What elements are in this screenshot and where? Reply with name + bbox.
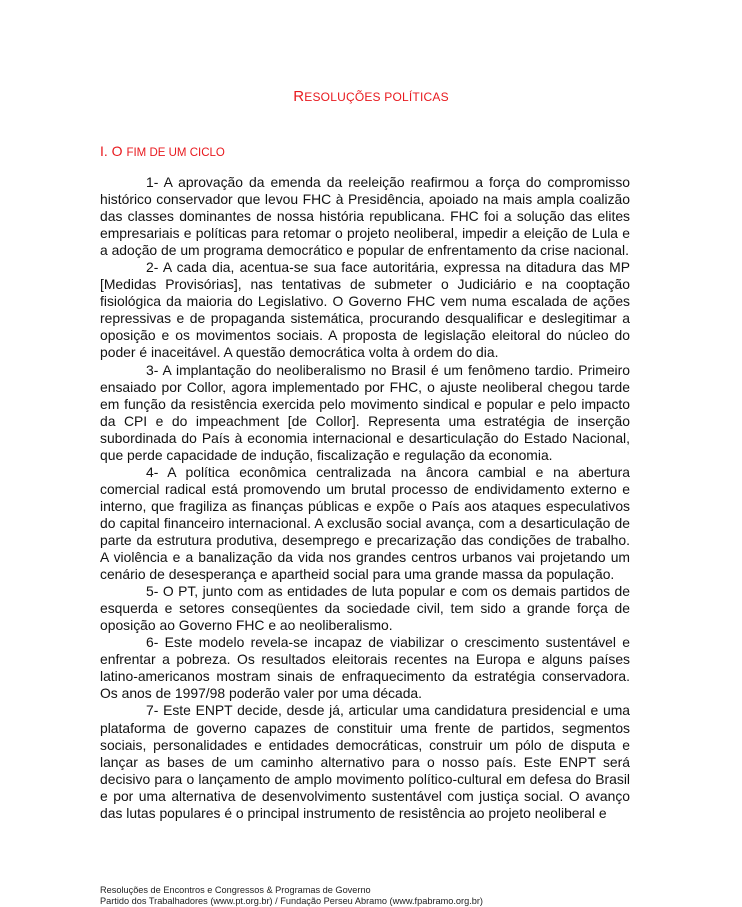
paragraph-6: 6- Este modelo revela-se incapaz de viabilizar o crescimento sustentável e enfrentar a pobreza. Os resultados eleitorais recentes na Europa e alguns países latino-americanos mostram sinais de enfraquecimento da estratégia conservadora. Os anos de 1997/98 poderão valer por uma década.	[100, 634, 630, 702]
page-title-initial: R	[293, 88, 305, 105]
paragraph-1: 1- A aprovação da emenda da reeleição reafirmou a força do compromisso histórico conservador que levou FHC à Presidência, apoiado na mais ampla coalizão das classes dominantes de nossa história republicana. FHC foi a solução das elites empresariais e políticas para retomar o projeto neoliberal, impedir a eleição de Lula e a adoção de um programa democrático e popular de enfrentamento da crise nacional.	[100, 174, 630, 259]
paragraph-2: 2- A cada dia, acentua-se sua face autoritária, expressa na ditadura das MP [Medidas Provisórias], nas tentativas de submeter o Judiciário e na cooptação fisiológica da maioria do Legislativo. O Governo FHC vem numa escalada de ações repressivas e de propaganda sistemática, procurando desqualificar e deslegitimar a oposição e os movimentos sociais. A proposta de legislação eleitoral do núcleo do poder é inaceitável. A questão democrática volta à ordem do dia.	[100, 259, 630, 361]
page-title-rest: ESOLUÇÕES POLÍTICAS	[304, 90, 449, 104]
section-heading-numeral: I. O	[100, 143, 123, 159]
paragraph-7: 7- Este ENPT decide, desde já, articular uma candidatura presidencial e uma plataforma de governo capazes de constituir uma frente de partidos, segmentos sociais, personalidades e entidades democráticas, construir um pólo de disputa e lançar as bases de um caminho alternativo para o nosso país. Este ENPT será decisivo para o lançamento de amplo movimento político-cultural em defesa do Brasil e por uma alternativa de desenvolvimento sustentável com justiça social. O avanço das lutas populares é o principal instrumento de resistência ao projeto neoliberal e	[100, 702, 630, 821]
footer-line-1: Resoluções de Encontros e Congressos & Programas de Governo	[100, 885, 371, 895]
paragraph-5: 5- O PT, junto com as entidades de luta popular e com os demais partidos de esquerda e setores conseqüentes da sociedade civil, tem sido a grande força de oposição ao Governo FHC e ao neoliberalismo.	[100, 583, 630, 634]
footer-line-2: Partido dos Trabalhadores (www.pt.org.br) / Fundação Perseu Abramo (www.fpabramo.org.br)	[100, 896, 483, 906]
page-title	[0, 88, 742, 105]
paragraph-3: 3- A implantação do neoliberalismo no Brasil é um fenômeno tardio. Primeiro ensaiado por Collor, agora implementado por FHC, o ajuste neoliberal chegou tarde em função da resistência exercida pelo movimento sindical e popular e pelo impacto da CPI e do impeachment [de Collor]. Representa uma estratégia de inserção subordinada do País à economia internacional e desarticulação do Estado Nacional, que perde capacidade de indução, fiscalização e regulação da economia.	[100, 361, 630, 463]
section-heading-rest: FIM DE UM CICLO	[126, 147, 225, 159]
body-text	[100, 174, 630, 822]
paragraph-4: 4- A política econômica centralizada na âncora cambial e na abertura comercial radical está promovendo um brutal processo de endividamento externo e interno, que fragiliza as finanças públicas e expõe o País aos ataques especulativos do capital financeiro internacional. A exclusão social avança, com a desarticulação de parte da estrutura produtiva, desemprego e precarização das condições de trabalho. A violência e a banalização da vida nos grandes centros urbanos vai projetando um cenário de desesperança e apartheid social para uma grande massa da população.	[100, 463, 630, 583]
section-heading	[100, 143, 225, 159]
